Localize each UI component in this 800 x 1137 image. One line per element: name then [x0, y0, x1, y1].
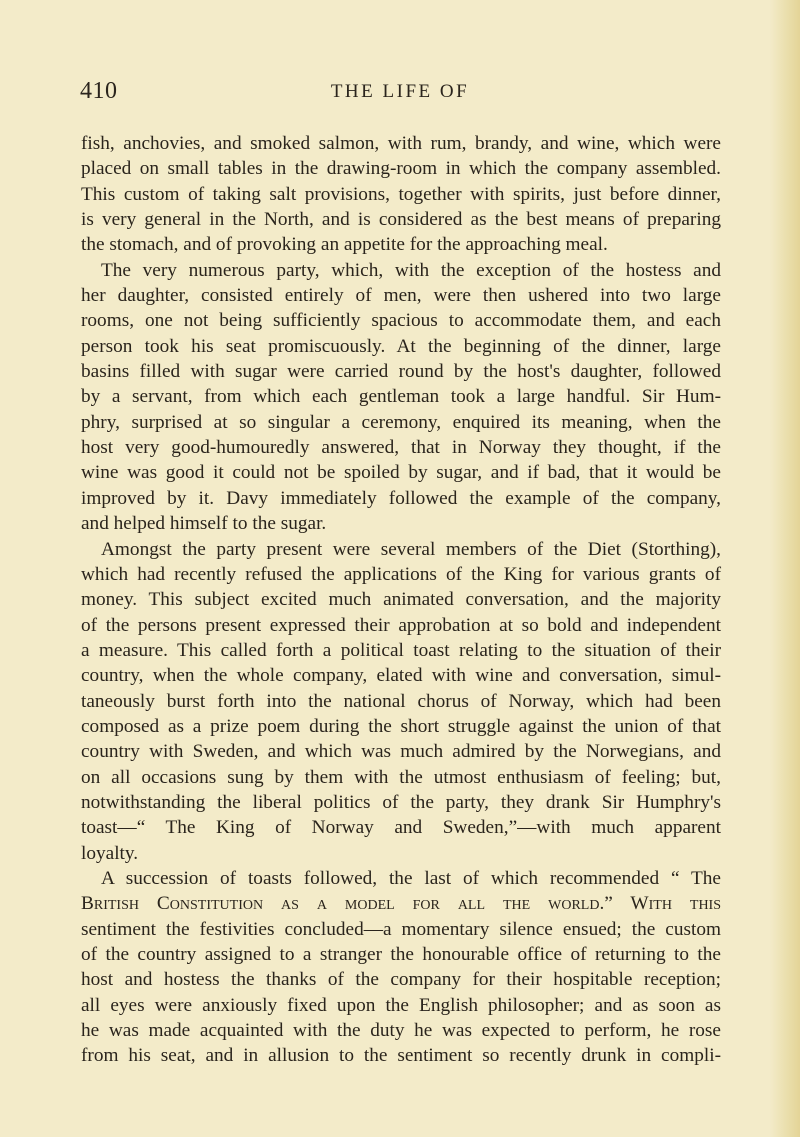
text-line: from his seat, and in allusion to the sentiment so recently drunk in compli-: [81, 1045, 721, 1067]
page-edge-shadow: [770, 0, 800, 1137]
text-line: fish, anchovies, and smoked salmon, with rum, brandy, and wine, which were: [81, 133, 721, 154]
text-line-small-caps: A succession of toasts followed, the last of which recommended “ The: [101, 867, 721, 889]
running-head: THE LIFE OF: [330, 81, 470, 102]
paragraph: [81, 131, 721, 258]
text-line: loyalty.: [81, 842, 139, 864]
text-line: phry, surprised at so singular a ceremony, enquired its meaning, when the: [81, 411, 721, 433]
text-line: placed on small tables in the drawing-room in which the company assembled.: [81, 158, 721, 180]
text-line: is very general in the North, and is considered as the best means of preparing: [81, 209, 721, 231]
text-line: The very numerous party, which, with the exception of the hostess and: [101, 259, 721, 281]
text-line: rooms, one not being sufficiently spacious to accommodate them, and each: [81, 310, 721, 332]
text-line-small-caps: British Constitution as a model for all the world.” With this: [81, 893, 721, 915]
text-line: he was made acquainted with the duty he was expected to perform, he rose: [81, 1020, 721, 1042]
text-line: This custom of taking salt provisions, together with spirits, just before dinner,: [81, 183, 721, 205]
text-line-small-caps: toast—“ The King of Norway and Sweden,”—with much apparent: [81, 817, 721, 839]
text-line: of the persons present expressed their approbation at so bold and independent: [81, 614, 721, 636]
text-line: money. This subject excited much animated conversation, and the majority: [81, 589, 721, 611]
text-line: and helped himself to the sugar.: [81, 513, 327, 535]
paragraph: [81, 537, 721, 866]
text-line: a measure. This called forth a political toast relating to the situation of their: [81, 639, 721, 661]
paragraph: [81, 866, 721, 1069]
text-line: country with Sweden, and which was much admired by the Norwegians, and: [81, 741, 721, 763]
page-number: 410: [80, 78, 118, 104]
text-line: notwithstanding the liberal politics of the party, they drank Sir Humphry's: [81, 791, 721, 813]
text-line: of the country assigned to a stranger the honourable office of returning to the: [81, 944, 721, 965]
paragraph: [81, 258, 721, 537]
text-line: person took his seat promiscuously. At the beginning of the dinner, large: [81, 335, 721, 357]
text-line: which had recently refused the applications of the King for various grants of: [81, 563, 721, 585]
body-text: [81, 131, 721, 1069]
text-line: the stomach, and of provoking an appetite for the approaching meal.: [81, 234, 608, 256]
text-line: Amongst the party present were several members of the Diet (Storthing),: [101, 538, 721, 560]
text-line: sentiment the festivities concluded—a momentary silence ensued; the custom: [81, 918, 721, 940]
text-line: on all occasions sung by them with the utmost enthusiasm of feeling; but,: [81, 766, 721, 788]
page-header: [80, 78, 720, 118]
text-line: all eyes were anxiously fixed upon the English philosopher; and as soon as: [81, 994, 721, 1016]
text-line: wine was good it could not be spoiled by sugar, and if bad, that it would be: [81, 462, 721, 484]
text-line: improved by it. Davy immediately followed the example of the company,: [81, 487, 721, 509]
text-line: host very good-humouredly answered, that in Norway they thought, if the: [81, 437, 721, 459]
text-line: host and hostess the thanks of the company for their hospitable reception;: [81, 969, 721, 991]
text-line: basins filled with sugar were carried round by the host's daughter, followed: [81, 361, 721, 383]
text-line: taneously burst forth into the national chorus of Norway, which had been: [81, 690, 721, 712]
text-line: her daughter, consisted entirely of men, were then ushered into two large: [81, 285, 721, 307]
text-line: country, when the whole company, elated with wine and conversation, simul-: [81, 665, 721, 687]
text-line: by a servant, from which each gentleman took a large handful. Sir Hum-: [81, 386, 721, 408]
text-line: composed as a prize poem during the short struggle against the union of that: [81, 715, 721, 737]
